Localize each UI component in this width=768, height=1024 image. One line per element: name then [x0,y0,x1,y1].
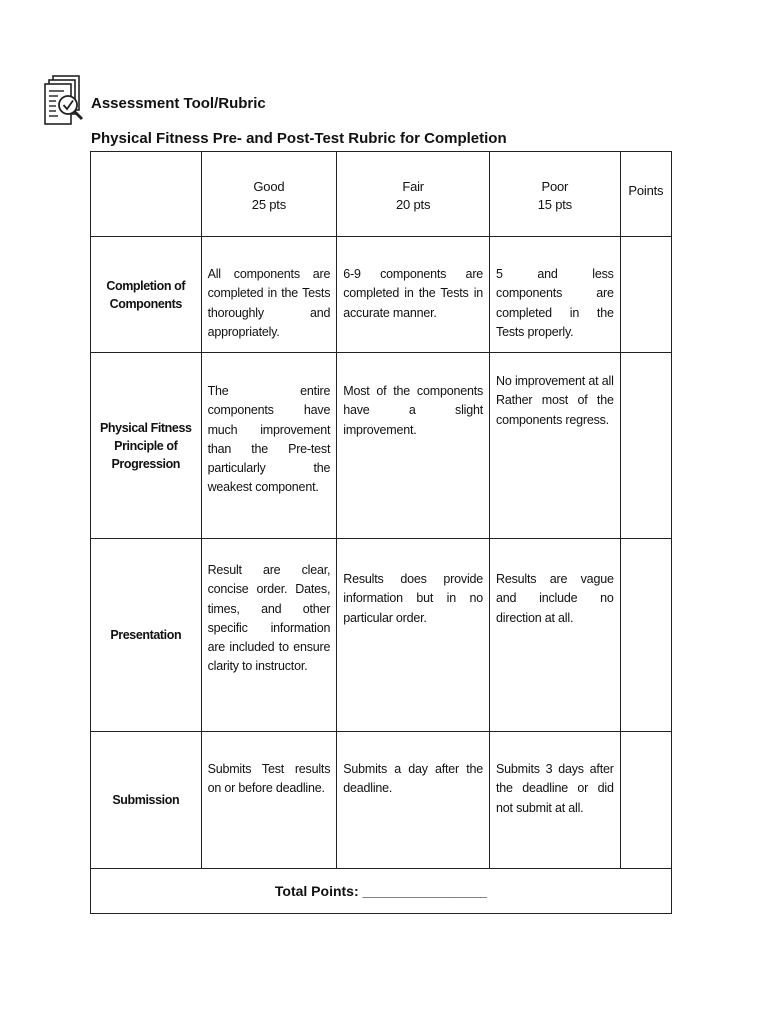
fair-description: Results does provide information but in no particular order. [343,572,484,625]
fair-cell [337,237,490,353]
good-points: 25 pts [251,197,287,212]
good-label: Good [253,179,285,194]
poor-points: 15 pts [537,197,572,212]
good-description: The entire components have much improvement than the Pre-test particularly the weakest component. [207,384,331,495]
rubric-table [90,151,672,914]
poor-cell [490,353,621,539]
criterion-cell: Presentation [91,539,202,732]
poor-description: Submits 3 days after the deadline or did not submit at all. [496,762,614,815]
poor-cell [490,732,621,869]
table-row [91,353,672,539]
criterion-cell: Submission [91,732,202,869]
total-row [91,869,672,914]
document-checklist-search-icon [44,74,90,130]
fair-description: Submits a day after the deadline. [343,762,484,796]
good-description: All components are completed in the Tests thoroughly and appropriately. [207,267,331,339]
good-cell [201,353,337,539]
poor-cell [490,237,621,353]
fair-label: Fair [402,179,424,194]
criterion-header-cell [91,152,202,237]
table-row [91,539,672,732]
header-row [91,152,672,237]
points-header-cell [620,152,671,237]
rubric-title: Physical Fitness Pre- and Post-Test Rubric for Completion [91,130,507,147]
criterion-cell: Completion of Components [91,237,202,353]
poor-description: No improvement at all Rather most of the components regress. [496,374,614,427]
points-label: Points [628,183,664,198]
poor-label: Poor [541,179,569,194]
fair-cell [337,732,490,869]
poor-description: Results are vague and include no direction at all. [496,572,614,625]
points-cell[interactable] [620,237,671,353]
table-row [91,237,672,353]
total-points-label[interactable]: Total Points: ________________ [91,869,672,914]
fair-points: 20 pts [396,197,431,212]
table-row [91,732,672,869]
fair-cell [337,539,490,732]
criterion-cell: Physical Fitness Principle of Progression [91,353,202,539]
assessment-tool-title: Assessment Tool/Rubric [91,95,266,112]
good-header-cell [201,152,337,237]
points-cell[interactable] [620,539,671,732]
fair-description: 6-9 components are completed in the Tests in accurate manner. [343,267,484,320]
points-cell[interactable] [620,353,671,539]
good-cell [201,732,337,869]
points-cell[interactable] [620,732,671,869]
good-description: Submits Test results on or before deadline. [207,762,331,796]
fair-description: Most of the components have a slight improvement. [343,384,484,437]
good-cell [201,539,337,732]
good-cell [201,237,337,353]
poor-header-cell [490,152,621,237]
poor-description: 5 and less components are completed in the Tests properly. [496,267,614,339]
fair-cell [337,353,490,539]
poor-cell [490,539,621,732]
fair-header-cell [337,152,490,237]
good-description: Result are clear, concise order. Dates, times, and other specific information are included to ensure clarity to instructor. [207,563,331,674]
